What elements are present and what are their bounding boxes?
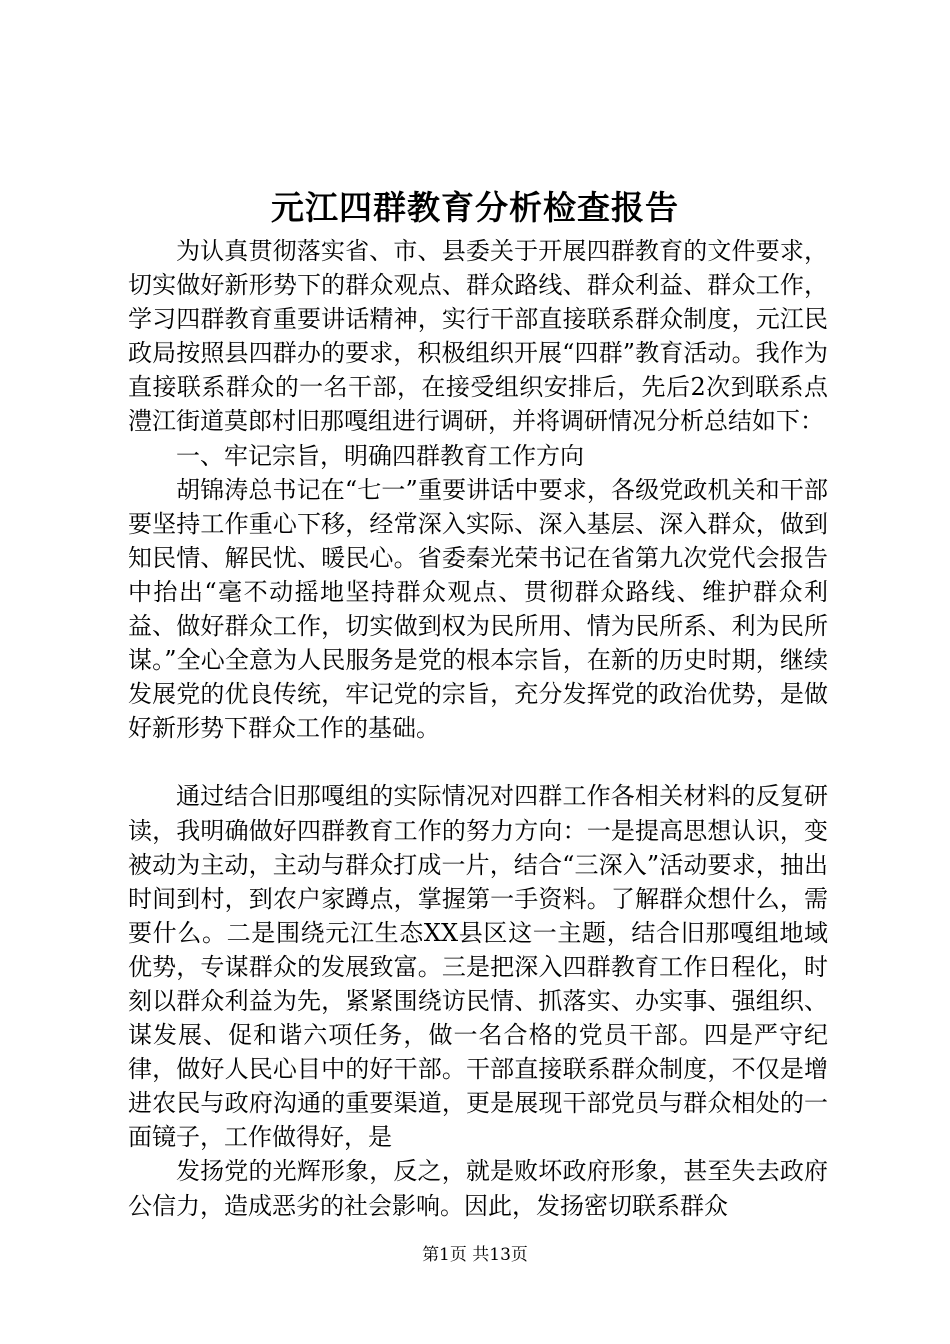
paragraph-direction: 通过结合旧那嘎组的实际情况对四群工作各相关材料的反复研读，我明确做好四群教育工作的努力方向：一是提高思想认识，变被动为主动，主动与群众打成一片，结合“三深入”活动要求，抽出时间到村，到农户家蹲点，掌握第一手资料。了解群众想什么，需要什么。二是围绕元江生态XX县区这一主题，结合旧那嘎组地域优势，专谋群众的发展致富。三是把深入四群教育工作日程化，时刻以群众利益为先，紧紧围绕访民情、抓落实、办实事、强组织、谋发展、促和谐六项任务，做一名合格的党员干部。四是严守纪律，做好人民心目中的好干部。干部直接联系群众制度，不仅是增进农民与政府沟通的重要渠道，更是展现干部党员与群众相处的一面镜子，工作做得好，是 [128, 782, 828, 1152]
paragraph-mission: 胡锦涛总书记在“七一”重要讲话中要求，各级党政机关和干部要坚持工作重心下移，经常深入实际、深入基层、深入群众，做到知民情、解民忧、暖民心。省委秦光荣书记在省第九次党代会报告中抬出“毫不动摇地坚持群众观点、贯彻群众路线、维护群众利益、做好群众工作，切实做到权为民所用、情为民所系、利为民所谋。”全心全意为人民服务是党的根本宗旨，在新的历史时期，继续发展党的优良传统，牢记党的宗旨，充分发挥党的政治优势，是做好新形势下群众工作的基础。 [128, 475, 828, 743]
document-body [128, 234, 828, 1223]
page-number: 第1页 共13页 [422, 1245, 528, 1265]
document-title: 元江四群教育分析检查报告 [271, 188, 679, 227]
paragraph-intro: 为认真贯彻落实省、市、县委关于开展四群教育的文件要求，切实做好新形势下的群众观点、群众路线、群众利益、群众工作，学习四群教育重要讲话精神，实行干部直接联系群众制度，元江民政局按照县四群办的要求，积极组织开展“四群”教育活动。我作为直接联系群众的一名干部，在接受组织安排后，先后2次到联系点澧江街道莫郎村旧那嘎组进行调研，并将调研情况分析总结如下： [128, 237, 828, 436]
section-heading-1: 一、牢记宗旨，明确四群教育工作方向 [176, 441, 584, 470]
paragraph-image: 发扬党的光辉形象，反之，就是败坏政府形象，甚至失去政府公信力，造成恶劣的社会影响。因此，发扬密切联系群众 [128, 1157, 828, 1220]
